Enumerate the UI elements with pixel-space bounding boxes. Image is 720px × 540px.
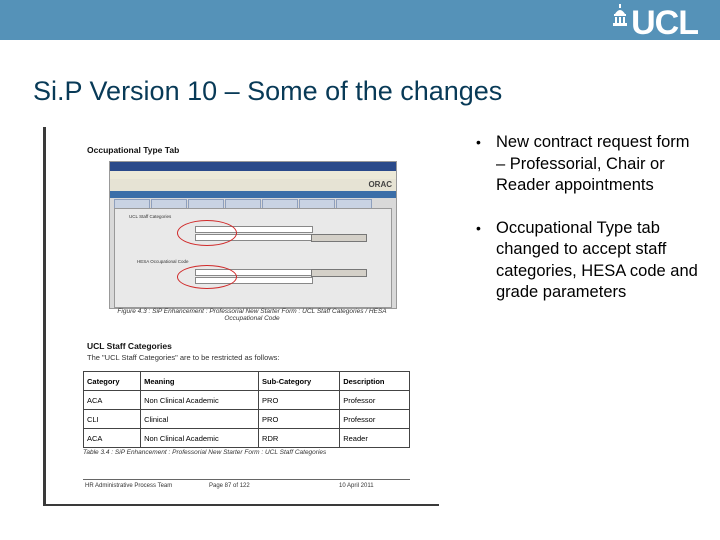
table-cell: CLI: [84, 410, 141, 429]
table-cell: Non Clinical Academic: [141, 429, 259, 448]
bullet-item: [470, 218, 700, 304]
document-excerpt-image: [43, 127, 439, 506]
table-cell: PRO: [259, 410, 340, 429]
table-header-row: [84, 372, 410, 391]
screenshot-highlight-oval: [177, 220, 237, 246]
table-header-cell: Description: [340, 372, 410, 391]
form-screenshot: [109, 161, 397, 309]
table-cell: ACA: [84, 391, 141, 410]
screenshot-panel: [114, 208, 392, 308]
screenshot-titlebar: [110, 162, 396, 171]
table-cell: Professor: [340, 391, 410, 410]
screenshot-highlight-oval: [177, 265, 237, 289]
table-caption: Table 3.4 : SiP Enhancement : Professorial New Starter Form : UCL Staff Categories: [83, 449, 327, 456]
document-footer-date: 10 April 2011: [339, 483, 374, 489]
screenshot-button: [311, 234, 367, 242]
header-bar: [0, 0, 720, 40]
table-row: [84, 429, 410, 448]
bullet-text: New contract request form – Professorial, Chair or Reader appointments: [496, 133, 690, 194]
table-row: [84, 410, 410, 429]
document-footer-page: Page 87 of 122: [209, 483, 250, 489]
document-left-border: [43, 127, 46, 506]
document-footer-left: HR Administrative Process Team: [85, 483, 173, 489]
table-cell: ACA: [84, 429, 141, 448]
table-header-cell: Meaning: [141, 372, 259, 391]
screenshot-panel1-label: UCL Staff Categories: [129, 214, 172, 219]
table-cell: Non Clinical Academic: [141, 391, 259, 410]
logo-text: UCL: [631, 4, 698, 42]
section-intro: The "UCL Staff Categories" are to be restricted as follows:: [87, 353, 280, 362]
screenshot-button: [311, 269, 367, 277]
table-cell: Clinical: [141, 410, 259, 429]
bullet-dot-icon: •: [476, 219, 481, 236]
screenshot-tabs: [114, 199, 372, 207]
document-bottom-border: [43, 504, 439, 506]
table-row: [84, 391, 410, 410]
table-header-cell: Category: [84, 372, 141, 391]
table-header-cell: Sub-Category: [259, 372, 340, 391]
ucl-dome-icon: [613, 4, 627, 26]
section-heading: UCL Staff Categories: [87, 341, 172, 351]
slide-title: Si.P Version 10 – Some of the changes: [33, 76, 503, 106]
table-cell: RDR: [259, 429, 340, 448]
figure-caption: Figure 4.3 : SiP Enhancement : Professorial New Starter Form : UCL Staff Categories / HESA Occupational Code: [117, 308, 387, 322]
screenshot-panel2-label: HESA Occupational Code: [137, 259, 189, 264]
table-cell: Reader: [340, 429, 410, 448]
table-cell: PRO: [259, 391, 340, 410]
bullet-list: [470, 132, 700, 325]
table-cell: Professor: [340, 410, 410, 429]
ucl-logo: [615, 4, 698, 40]
bullet-text: Occupational Type tab changed to accept staff categories, HESA code and grade parameters: [496, 218, 698, 301]
bullet-dot-icon: •: [476, 134, 481, 150]
screenshot-form-titlebar: [110, 191, 396, 198]
staff-categories-table: [83, 371, 410, 448]
document-footer-divider: [83, 479, 410, 480]
screenshot-brand: ORAC: [368, 180, 392, 189]
bullet-item: [470, 132, 700, 197]
document-heading: Occupational Type Tab: [87, 145, 180, 155]
